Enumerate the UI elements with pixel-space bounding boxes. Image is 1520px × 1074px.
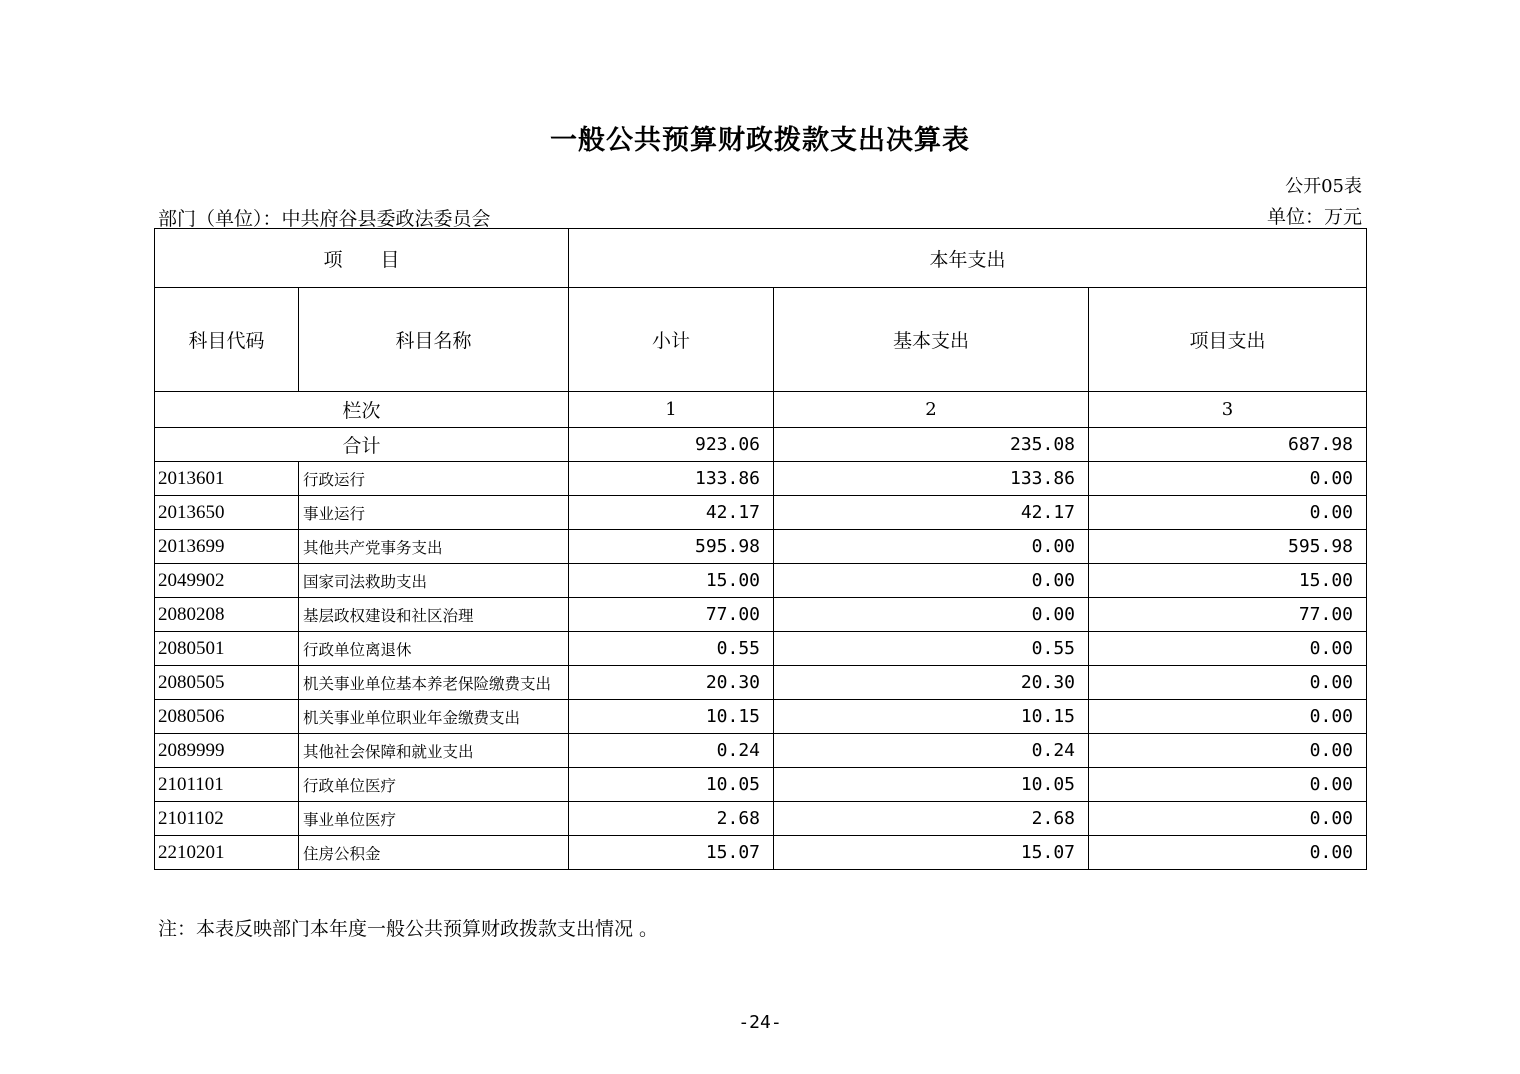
account-name-cell: 行政单位医疗 (299, 768, 569, 802)
project-expense-cell: 0.00 (1089, 836, 1367, 870)
account-code-cell: 2080501 (155, 632, 299, 666)
basic-expense-cell: 10.05 (774, 768, 1089, 802)
project-expense-cell: 0.00 (1089, 666, 1367, 700)
account-code-cell: 2101101 (155, 768, 299, 802)
table-row (155, 462, 1367, 496)
project-expense-cell: 0.00 (1089, 734, 1367, 768)
basic-expense-cell: 2.68 (774, 802, 1089, 836)
account-code-cell: 2013699 (155, 530, 299, 564)
total-row (155, 428, 1367, 462)
subtotal-cell: 10.15 (569, 700, 774, 734)
account-name-cell: 事业运行 (299, 496, 569, 530)
header-name: 科目名称 (299, 288, 569, 392)
subtotal-cell: 15.07 (569, 836, 774, 870)
header-item: 项 目 (155, 229, 569, 288)
column-label: 栏次 (155, 392, 569, 428)
page-number: -24- (738, 1012, 782, 1033)
footnote: 注：本表反映部门本年度一般公共预算财政拨款支出情况 。 (158, 918, 659, 940)
account-code-cell: 2049902 (155, 564, 299, 598)
table-row (155, 802, 1367, 836)
subtotal-cell: 2.68 (569, 802, 774, 836)
header-code: 科目代码 (155, 288, 299, 392)
subtotal-cell: 595.98 (569, 530, 774, 564)
column-index-1: 1 (569, 392, 774, 428)
column-index-row (155, 392, 1367, 428)
project-expense-cell: 0.00 (1089, 700, 1367, 734)
project-expense-cell: 0.00 (1089, 462, 1367, 496)
table-row (155, 632, 1367, 666)
page-title: 一般公共预算财政拨款支出决算表 (550, 125, 970, 156)
account-code-cell: 2080505 (155, 666, 299, 700)
subtotal-cell: 42.17 (569, 496, 774, 530)
column-index-3: 3 (1089, 392, 1367, 428)
account-name-cell: 基层政权建设和社区治理 (299, 598, 569, 632)
table-row (155, 598, 1367, 632)
header-basic: 基本支出 (774, 288, 1089, 392)
budget-table (154, 228, 1367, 870)
project-expense-cell: 0.00 (1089, 802, 1367, 836)
account-code-cell: 2089999 (155, 734, 299, 768)
subtotal-cell: 0.55 (569, 632, 774, 666)
column-index-2: 2 (774, 392, 1089, 428)
total-basic: 235.08 (774, 428, 1089, 462)
header-row-1 (155, 229, 1367, 288)
account-code-cell: 2013601 (155, 462, 299, 496)
account-name-cell: 其他社会保障和就业支出 (299, 734, 569, 768)
account-name-cell: 国家司法救助支出 (299, 564, 569, 598)
account-name-cell: 机关事业单位职业年金缴费支出 (299, 700, 569, 734)
account-code-cell: 2101102 (155, 802, 299, 836)
header-current-year: 本年支出 (569, 229, 1367, 288)
account-name-cell: 住房公积金 (299, 836, 569, 870)
total-project: 687.98 (1089, 428, 1367, 462)
project-expense-cell: 77.00 (1089, 598, 1367, 632)
basic-expense-cell: 0.24 (774, 734, 1089, 768)
basic-expense-cell: 0.55 (774, 632, 1089, 666)
basic-expense-cell: 0.00 (774, 564, 1089, 598)
basic-expense-cell: 0.00 (774, 530, 1089, 564)
subtotal-cell: 133.86 (569, 462, 774, 496)
form-number: 公开05表 (1285, 176, 1362, 197)
account-name-cell: 行政单位离退休 (299, 632, 569, 666)
basic-expense-cell: 133.86 (774, 462, 1089, 496)
project-expense-cell: 0.00 (1089, 768, 1367, 802)
subtotal-cell: 10.05 (569, 768, 774, 802)
project-expense-cell: 595.98 (1089, 530, 1367, 564)
department-label: 部门（单位）：中共府谷县委政法委员会 (158, 208, 491, 230)
account-name-cell: 机关事业单位基本养老保险缴费支出 (299, 666, 569, 700)
project-expense-cell: 0.00 (1089, 632, 1367, 666)
basic-expense-cell: 0.00 (774, 598, 1089, 632)
account-name-cell: 行政运行 (299, 462, 569, 496)
table-row (155, 530, 1367, 564)
account-code-cell: 2013650 (155, 496, 299, 530)
subtotal-cell: 15.00 (569, 564, 774, 598)
table-row (155, 700, 1367, 734)
total-subtotal: 923.06 (569, 428, 774, 462)
table-row (155, 836, 1367, 870)
table-row (155, 734, 1367, 768)
project-expense-cell: 0.00 (1089, 496, 1367, 530)
basic-expense-cell: 15.07 (774, 836, 1089, 870)
table-row (155, 496, 1367, 530)
account-name-cell: 其他共产党事务支出 (299, 530, 569, 564)
basic-expense-cell: 20.30 (774, 666, 1089, 700)
unit-label: 单位：万元 (1266, 206, 1362, 228)
account-name-cell: 事业单位医疗 (299, 802, 569, 836)
header-subtotal: 小计 (569, 288, 774, 392)
account-code-cell: 2080208 (155, 598, 299, 632)
table-row (155, 666, 1367, 700)
account-code-cell: 2080506 (155, 700, 299, 734)
account-code-cell: 2210201 (155, 836, 299, 870)
basic-expense-cell: 10.15 (774, 700, 1089, 734)
subtotal-cell: 20.30 (569, 666, 774, 700)
table-row (155, 564, 1367, 598)
header-project: 项目支出 (1089, 288, 1367, 392)
total-label: 合计 (155, 428, 569, 462)
subtotal-cell: 77.00 (569, 598, 774, 632)
header-row-2 (155, 288, 1367, 392)
subtotal-cell: 0.24 (569, 734, 774, 768)
basic-expense-cell: 42.17 (774, 496, 1089, 530)
project-expense-cell: 15.00 (1089, 564, 1367, 598)
table-row (155, 768, 1367, 802)
